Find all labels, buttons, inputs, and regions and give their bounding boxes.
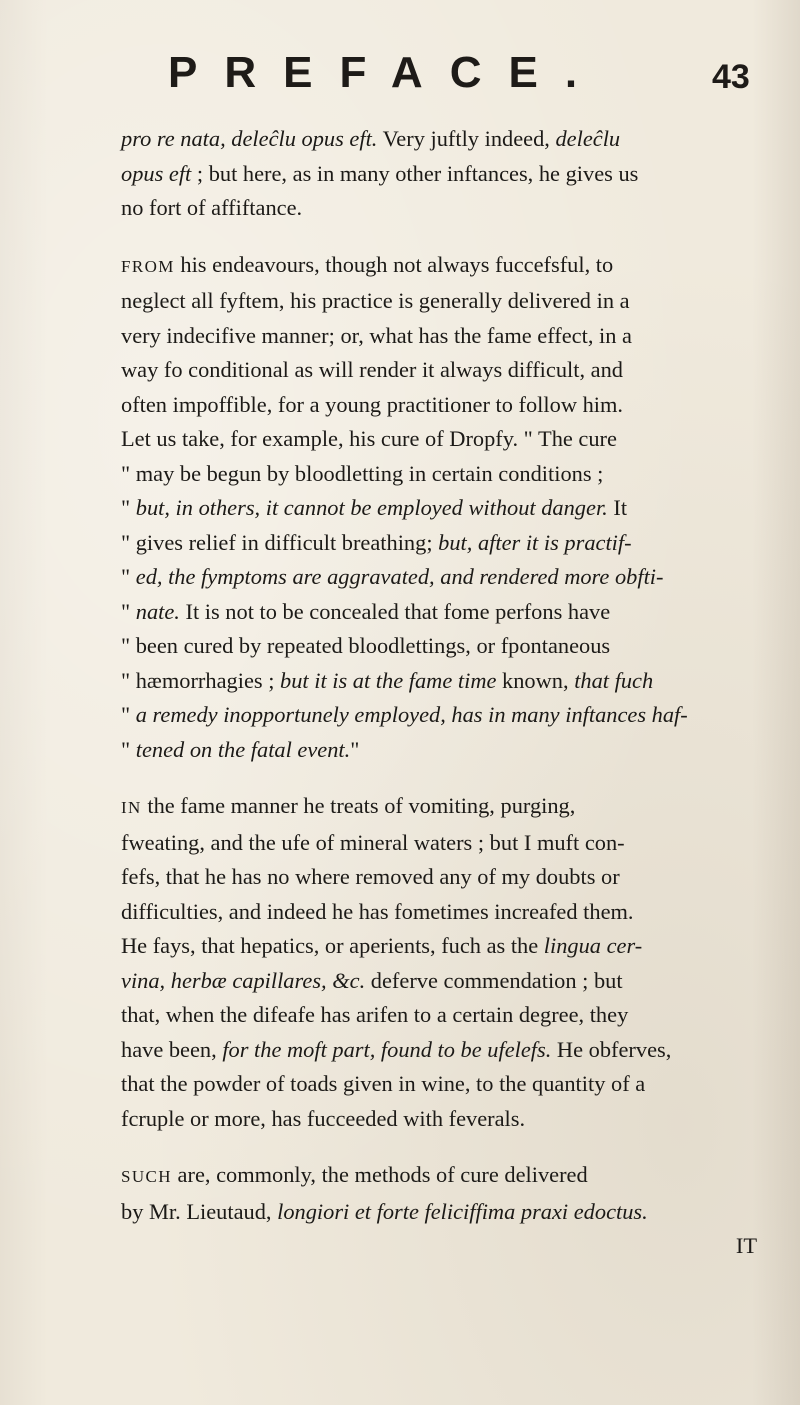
text-run: known, bbox=[496, 667, 575, 693]
text-line bbox=[121, 629, 761, 664]
text-run: " bbox=[350, 736, 360, 762]
text-run: but, in others, it cannot be employed without danger. bbox=[135, 495, 608, 520]
text-run: deferve commendation ; but bbox=[365, 967, 623, 993]
text-run: SUCH bbox=[121, 1167, 172, 1186]
text-run: a remedy inopportunely employed, has in many inftances haf- bbox=[135, 702, 688, 727]
paragraph bbox=[121, 1158, 761, 1264]
text-run: lingua cer- bbox=[543, 933, 643, 958]
text-run: fweating, and the ufe of mineral waters ; but I muft con- bbox=[121, 829, 625, 855]
text-line bbox=[121, 698, 761, 733]
text-run: for the moft part, found to be ufelefs. bbox=[222, 1036, 552, 1062]
text-line bbox=[121, 157, 761, 192]
text-run: by Mr. Lieutaud, bbox=[121, 1198, 278, 1224]
text-run: fcruple or more, has fucceeded with feverals. bbox=[121, 1105, 526, 1131]
text-line bbox=[121, 733, 761, 768]
text-run: very indecifive manner; or, what has the fame effect, in a bbox=[121, 322, 632, 348]
text-line bbox=[121, 1033, 761, 1068]
page-number: 43 bbox=[712, 58, 750, 96]
running-head bbox=[0, 40, 800, 100]
text-run: FROM bbox=[121, 256, 175, 276]
text-line bbox=[121, 860, 761, 895]
text-run: He fays, that hepatics, or aperients, fuch as the bbox=[121, 933, 544, 958]
page-title: PREFACE. bbox=[168, 48, 605, 97]
text-line bbox=[121, 664, 761, 699]
text-run: He obferves, bbox=[551, 1036, 672, 1062]
catchword: IT bbox=[735, 1233, 757, 1258]
text-run: nate. bbox=[135, 598, 180, 624]
text-line bbox=[121, 560, 761, 595]
text-line bbox=[121, 1067, 761, 1102]
text-run: IN bbox=[121, 798, 142, 817]
text-run: but, after it is practif- bbox=[438, 529, 632, 555]
text-line bbox=[121, 191, 761, 226]
text-line bbox=[121, 1195, 761, 1230]
text-line bbox=[121, 248, 761, 285]
text-run: " gives relief in difficult breathing; bbox=[121, 529, 439, 555]
text-run: " may be begun by bloodletting in certain conditions ; bbox=[121, 460, 604, 486]
text-run: that fuch bbox=[574, 667, 654, 693]
text-line bbox=[121, 1102, 761, 1137]
text-run: ; but here, as in many other inftances, he gives us bbox=[191, 160, 639, 186]
text-run: Very juftly indeed, bbox=[377, 126, 556, 151]
text-run: ed, the fymptoms are aggravated, and rendered more obfti- bbox=[135, 564, 664, 589]
paragraph bbox=[121, 248, 761, 768]
text-run: the fame manner he treats of vomiting, purging, bbox=[141, 793, 576, 818]
text-line bbox=[121, 826, 761, 861]
text-line bbox=[121, 595, 761, 630]
text-run: that the powder of toads given in wine, to the quantity of a bbox=[121, 1071, 646, 1096]
text-run: but it is at the fame time bbox=[280, 667, 497, 693]
text-line bbox=[121, 388, 761, 423]
text-run: " been cured by repeated bloodlettings, or fpontaneous bbox=[121, 633, 611, 658]
text-run: tened on the fatal event. bbox=[135, 736, 351, 762]
text-line bbox=[121, 319, 761, 354]
text-line bbox=[121, 929, 761, 964]
text-run: It is not to be concealed that fome perfons have bbox=[179, 598, 611, 624]
text-run: no fort of affiftance. bbox=[121, 195, 303, 220]
text-line bbox=[121, 491, 761, 526]
text-line bbox=[121, 998, 761, 1033]
text-run: Let us take, for example, his cure of Dropfy. " The cure bbox=[121, 426, 617, 451]
paragraph bbox=[121, 789, 761, 1136]
text-run: " hæmorrhagies ; bbox=[121, 667, 281, 693]
text-line bbox=[121, 122, 761, 157]
text-run: " bbox=[121, 564, 136, 589]
text-line bbox=[121, 789, 761, 826]
text-line bbox=[121, 1158, 761, 1195]
text-run: deleĉlu bbox=[555, 126, 621, 151]
text-run: " bbox=[121, 702, 136, 727]
text-line bbox=[121, 284, 761, 319]
text-run: have been, bbox=[121, 1036, 223, 1062]
text-run: way fo conditional as will render it always difficult, and bbox=[121, 357, 623, 382]
text-run: longiori et forte feliciffima praxi edoctus. bbox=[277, 1198, 648, 1224]
text-line bbox=[121, 422, 761, 457]
text-run: It bbox=[607, 495, 628, 520]
text-run: difficulties, and indeed he has fometimes increafed them. bbox=[121, 898, 634, 924]
text-run: are, commonly, the methods of cure delivered bbox=[171, 1162, 588, 1187]
text-run: " bbox=[121, 736, 136, 762]
text-run: that, when the difeafe has arifen to a certain degree, they bbox=[121, 1002, 629, 1027]
text-run: " bbox=[121, 598, 136, 624]
paragraph bbox=[121, 122, 761, 226]
text-line bbox=[121, 457, 761, 492]
body-text bbox=[121, 122, 761, 1264]
text-run: his endeavours, though not always fuccefsful, to bbox=[174, 251, 614, 277]
text-run: neglect all fyftem, his practice is generally delivered in a bbox=[121, 288, 630, 313]
text-line bbox=[121, 526, 761, 561]
text-line bbox=[121, 895, 761, 930]
text-line bbox=[121, 353, 761, 388]
text-run: pro re nata, deleĉlu opus eft. bbox=[121, 126, 378, 151]
text-run: " bbox=[121, 495, 136, 520]
text-line bbox=[121, 964, 761, 999]
text-run: fefs, that he has no where removed any of my doubts or bbox=[121, 864, 620, 889]
text-run: vina, herbæ capillares, &c. bbox=[121, 967, 366, 993]
text-run: often impoffible, for a young practitioner to follow him. bbox=[121, 391, 624, 417]
text-run: opus eft bbox=[121, 160, 192, 186]
